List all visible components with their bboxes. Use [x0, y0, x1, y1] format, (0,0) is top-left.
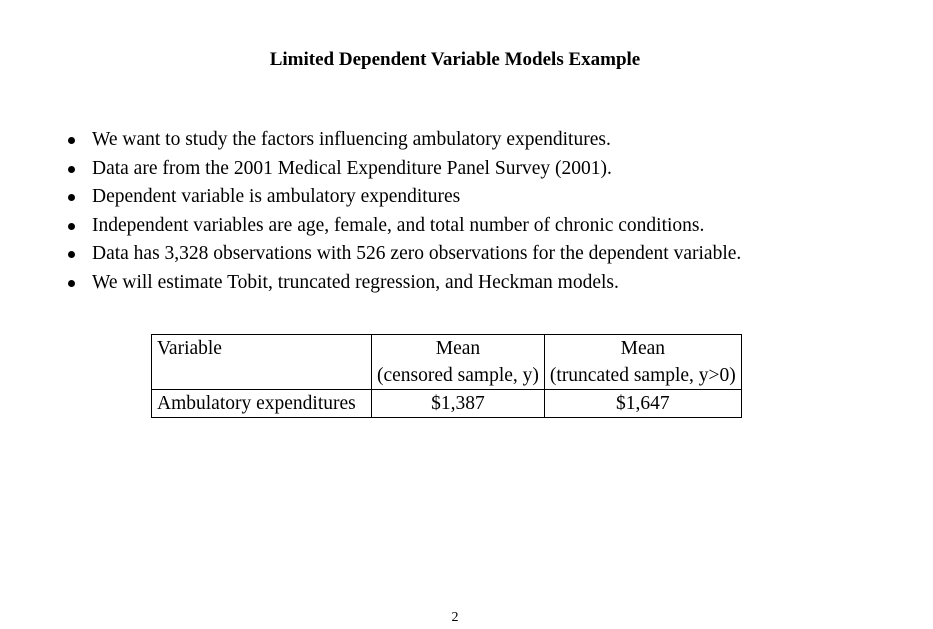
page-number: 2	[451, 610, 459, 625]
bullet-text: Independent variables are age, female, and total number of chronic conditions.	[92, 214, 705, 236]
cell-censored-mean: $1,387	[372, 390, 545, 418]
bullet-icon	[68, 251, 75, 258]
bullet-item	[60, 126, 741, 155]
header-censored-mean	[372, 335, 545, 390]
bullet-text: We want to study the factors influencing ambulatory expenditures.	[92, 129, 611, 150]
bullet-list	[60, 126, 741, 297]
summary-table	[151, 334, 742, 418]
page-title: Limited Dependent Variable Models Example	[269, 49, 641, 70]
bullet-text: Dependent variable is ambulatory expenditures	[92, 186, 461, 207]
bullet-text: Data are from the 2001 Medical Expenditure Panel Survey (2001).	[92, 157, 612, 179]
bullet-text: We will estimate Tobit, truncated regression, and Heckman models.	[92, 271, 619, 293]
header-truncated-mean	[544, 335, 741, 390]
cell-truncated-mean: $1,647	[544, 390, 741, 418]
bullet-item	[60, 269, 741, 298]
bullet-item	[60, 240, 741, 269]
bullet-item	[60, 155, 741, 184]
bullet-item	[60, 183, 741, 212]
header-truncated-line1: Mean	[620, 338, 666, 359]
bullet-icon	[68, 166, 75, 173]
bullet-icon	[68, 137, 75, 144]
cell-variable: Ambulatory expenditures	[152, 390, 372, 418]
header-censored-line1: Mean	[435, 338, 481, 359]
header-truncated-line2: (truncated sample, y>0)	[549, 365, 736, 386]
bullet-icon	[68, 194, 75, 201]
header-variable-label: Variable	[157, 338, 222, 359]
bullet-icon	[68, 223, 75, 230]
bullet-icon	[68, 280, 75, 287]
header-censored-line2: (censored sample, y)	[377, 365, 539, 386]
bullet-text: Data has 3,328 observations with 526 zero observations for the dependent variable.	[92, 243, 742, 264]
table-row	[152, 390, 742, 418]
header-variable	[152, 335, 372, 390]
table-header-row	[152, 335, 742, 390]
bullet-item	[60, 212, 741, 241]
